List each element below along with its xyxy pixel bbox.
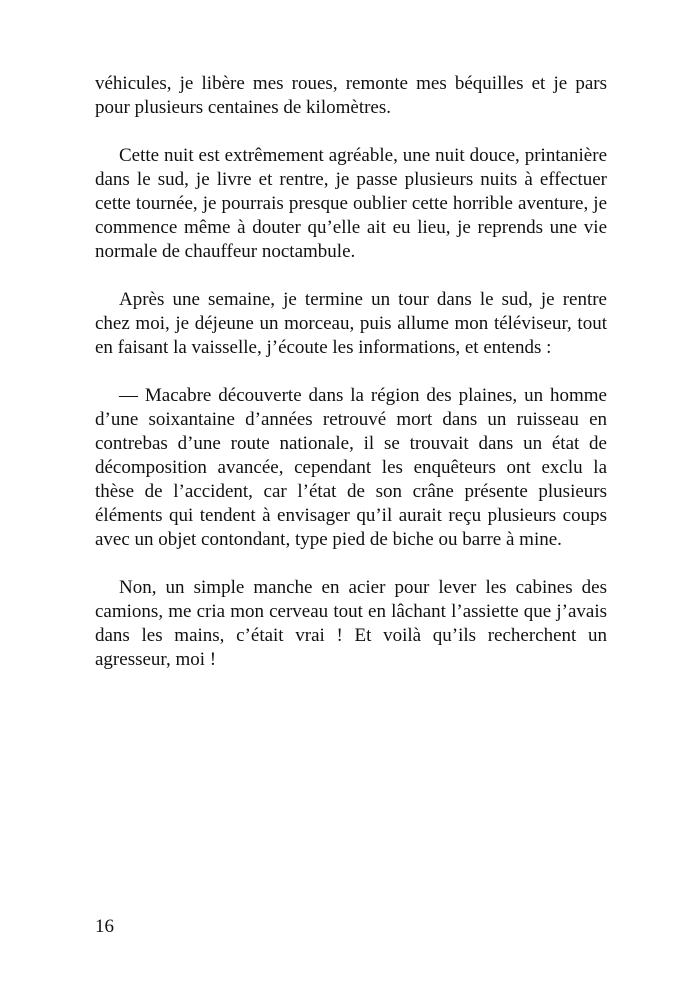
paragraph-continued: véhicules, je libère mes roues, remonte mes béquilles et je pars pour plusieurs centaines de kilomètres. (95, 73, 607, 118)
paragraph: Non, un simple manche en acier pour lever les cabines des camions, me cria mon cerveau tout en lâchant l’assiette que j’avais dans les mains, c’était vrai ! Et voilà qu’ils recherchent un agresseur, moi ! (95, 577, 607, 670)
page-number: 16 (95, 916, 114, 937)
paragraph-news-quote: — Macabre découverte dans la région des plaines, un homme d’une soixantaine d’années retrouvé mort dans un ruisseau en contrebas d’une route nationale, il se trouvait dans un état de décomposition avancée, cependant les enquêteurs ont exclu la thèse de l’accident, car l’état de son crâne présente plusieurs éléments qui tendent à envisager qu’il aurait reçu plusieurs coups avec un objet contondant, type pied de biche ou barre à mine. (95, 385, 607, 550)
body-text (95, 72, 607, 696)
paragraph: Cette nuit est extrêmement agréable, une nuit douce, printanière dans le sud, je livre et rentre, je passe plusieurs nuits à effectuer cette tournée, je pourrais presque oublier cette horrible aventure, je commence même à douter qu’elle ait eu lieu, je reprends une vie normale de chauffeur noctambule. (95, 145, 607, 262)
paragraph: Après une semaine, je termine un tour dans le sud, je rentre chez moi, je déjeune un morceau, puis allume mon téléviseur, tout en faisant la vaisselle, j’écoute les informations, et entends : (95, 289, 607, 358)
